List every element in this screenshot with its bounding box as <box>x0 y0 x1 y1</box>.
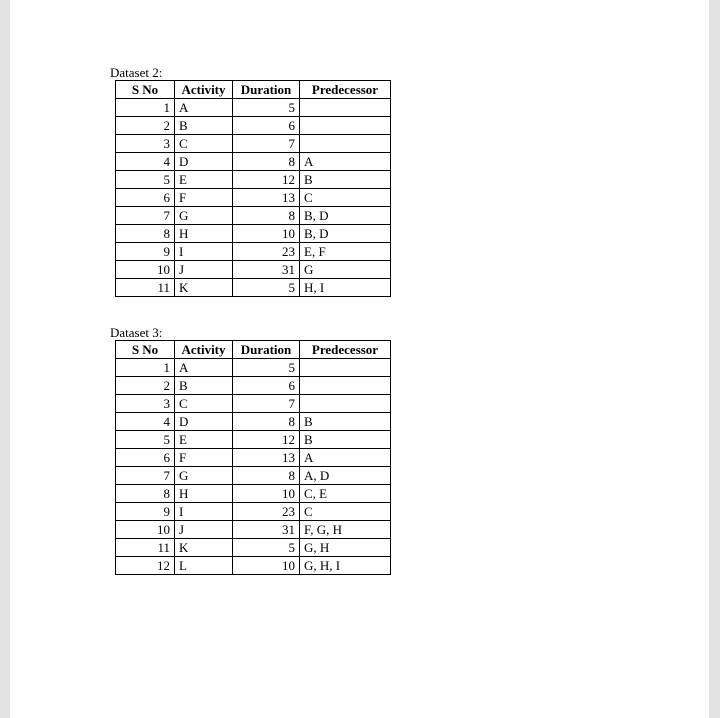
cell-sno: 3 <box>116 135 175 153</box>
cell-activity: C <box>175 395 233 413</box>
cell-sno: 11 <box>116 539 175 557</box>
table-row <box>116 279 391 297</box>
cell-predecessor: H, I <box>300 279 391 297</box>
cell-predecessor <box>300 395 391 413</box>
cell-predecessor: C, E <box>300 485 391 503</box>
cell-predecessor: A <box>300 449 391 467</box>
dataset-3-table <box>115 340 391 575</box>
cell-predecessor: B <box>300 431 391 449</box>
cell-sno: 12 <box>116 557 175 575</box>
table-row <box>116 503 391 521</box>
cell-duration: 5 <box>233 279 300 297</box>
cell-predecessor <box>300 377 391 395</box>
cell-activity: K <box>175 539 233 557</box>
table-row <box>116 377 391 395</box>
cell-duration: 8 <box>233 467 300 485</box>
cell-duration: 12 <box>233 431 300 449</box>
cell-predecessor: A, D <box>300 467 391 485</box>
cell-sno: 6 <box>116 449 175 467</box>
cell-duration: 8 <box>233 207 300 225</box>
table-row <box>116 431 391 449</box>
table-row <box>116 207 391 225</box>
cell-predecessor: B <box>300 413 391 431</box>
cell-activity: K <box>175 279 233 297</box>
table-row <box>116 225 391 243</box>
cell-duration: 10 <box>233 225 300 243</box>
dataset-2-section <box>110 65 391 297</box>
cell-duration: 10 <box>233 557 300 575</box>
cell-duration: 31 <box>233 261 300 279</box>
cell-sno: 9 <box>116 503 175 521</box>
cell-predecessor <box>300 99 391 117</box>
table-row <box>116 359 391 377</box>
table-row <box>116 243 391 261</box>
cell-predecessor <box>300 359 391 377</box>
cell-activity: B <box>175 117 233 135</box>
table-row <box>116 413 391 431</box>
cell-predecessor: C <box>300 189 391 207</box>
cell-predecessor: A <box>300 153 391 171</box>
table-header-row <box>116 81 391 99</box>
cell-duration: 5 <box>233 539 300 557</box>
cell-activity: I <box>175 243 233 261</box>
cell-duration: 5 <box>233 359 300 377</box>
cell-duration: 31 <box>233 521 300 539</box>
cell-sno: 9 <box>116 243 175 261</box>
table-row <box>116 261 391 279</box>
header-activity: Activity <box>175 341 233 359</box>
table-row <box>116 99 391 117</box>
cell-sno: 4 <box>116 153 175 171</box>
table-row <box>116 117 391 135</box>
cell-sno: 8 <box>116 225 175 243</box>
cell-activity: D <box>175 413 233 431</box>
cell-predecessor: B, D <box>300 207 391 225</box>
cell-sno: 4 <box>116 413 175 431</box>
header-sno: S No <box>116 81 175 99</box>
cell-predecessor: F, G, H <box>300 521 391 539</box>
table-row <box>116 467 391 485</box>
cell-sno: 7 <box>116 467 175 485</box>
cell-predecessor: B, D <box>300 225 391 243</box>
table-row <box>116 557 391 575</box>
cell-predecessor: E, F <box>300 243 391 261</box>
cell-sno: 10 <box>116 521 175 539</box>
cell-activity: J <box>175 521 233 539</box>
header-predecessor: Predecessor <box>300 81 391 99</box>
cell-sno: 10 <box>116 261 175 279</box>
cell-activity: H <box>175 485 233 503</box>
cell-activity: E <box>175 431 233 449</box>
header-duration: Duration <box>233 81 300 99</box>
cell-duration: 13 <box>233 189 300 207</box>
cell-duration: 12 <box>233 171 300 189</box>
cell-predecessor: G, H <box>300 539 391 557</box>
cell-duration: 8 <box>233 413 300 431</box>
header-activity: Activity <box>175 81 233 99</box>
table-row <box>116 135 391 153</box>
cell-activity: G <box>175 207 233 225</box>
table-row <box>116 521 391 539</box>
dataset-3-caption: Dataset 3: <box>110 325 163 340</box>
document-page <box>10 0 709 718</box>
table-row <box>116 485 391 503</box>
cell-sno: 2 <box>116 117 175 135</box>
cell-activity: F <box>175 449 233 467</box>
cell-duration: 23 <box>233 503 300 521</box>
cell-activity: D <box>175 153 233 171</box>
cell-duration: 23 <box>233 243 300 261</box>
header-duration: Duration <box>233 341 300 359</box>
cell-duration: 6 <box>233 377 300 395</box>
cell-sno: 3 <box>116 395 175 413</box>
table-row <box>116 539 391 557</box>
table-row <box>116 171 391 189</box>
cell-sno: 2 <box>116 377 175 395</box>
table-row <box>116 395 391 413</box>
cell-activity: I <box>175 503 233 521</box>
cell-activity: L <box>175 557 233 575</box>
header-sno: S No <box>116 341 175 359</box>
table-row <box>116 153 391 171</box>
cell-duration: 5 <box>233 99 300 117</box>
cell-sno: 1 <box>116 359 175 377</box>
dataset-3-section <box>110 325 391 575</box>
cell-predecessor: C <box>300 503 391 521</box>
dataset-2-caption: Dataset 2: <box>110 65 163 80</box>
cell-duration: 6 <box>233 117 300 135</box>
cell-sno: 11 <box>116 279 175 297</box>
cell-activity: A <box>175 99 233 117</box>
cell-activity: F <box>175 189 233 207</box>
cell-activity: J <box>175 261 233 279</box>
cell-sno: 1 <box>116 99 175 117</box>
cell-predecessor <box>300 117 391 135</box>
table-header-row <box>116 341 391 359</box>
cell-sno: 8 <box>116 485 175 503</box>
cell-predecessor: B <box>300 171 391 189</box>
cell-predecessor: G <box>300 261 391 279</box>
cell-duration: 7 <box>233 395 300 413</box>
table-row <box>116 189 391 207</box>
cell-duration: 13 <box>233 449 300 467</box>
cell-duration: 8 <box>233 153 300 171</box>
cell-duration: 7 <box>233 135 300 153</box>
cell-activity: B <box>175 377 233 395</box>
cell-activity: E <box>175 171 233 189</box>
cell-sno: 7 <box>116 207 175 225</box>
cell-sno: 5 <box>116 171 175 189</box>
cell-sno: 5 <box>116 431 175 449</box>
cell-predecessor <box>300 135 391 153</box>
cell-predecessor: G, H, I <box>300 557 391 575</box>
table-row <box>116 449 391 467</box>
cell-activity: H <box>175 225 233 243</box>
dataset-2-table <box>115 80 391 297</box>
header-predecessor: Predecessor <box>300 341 391 359</box>
cell-activity: A <box>175 359 233 377</box>
cell-activity: G <box>175 467 233 485</box>
cell-sno: 6 <box>116 189 175 207</box>
cell-duration: 10 <box>233 485 300 503</box>
cell-activity: C <box>175 135 233 153</box>
